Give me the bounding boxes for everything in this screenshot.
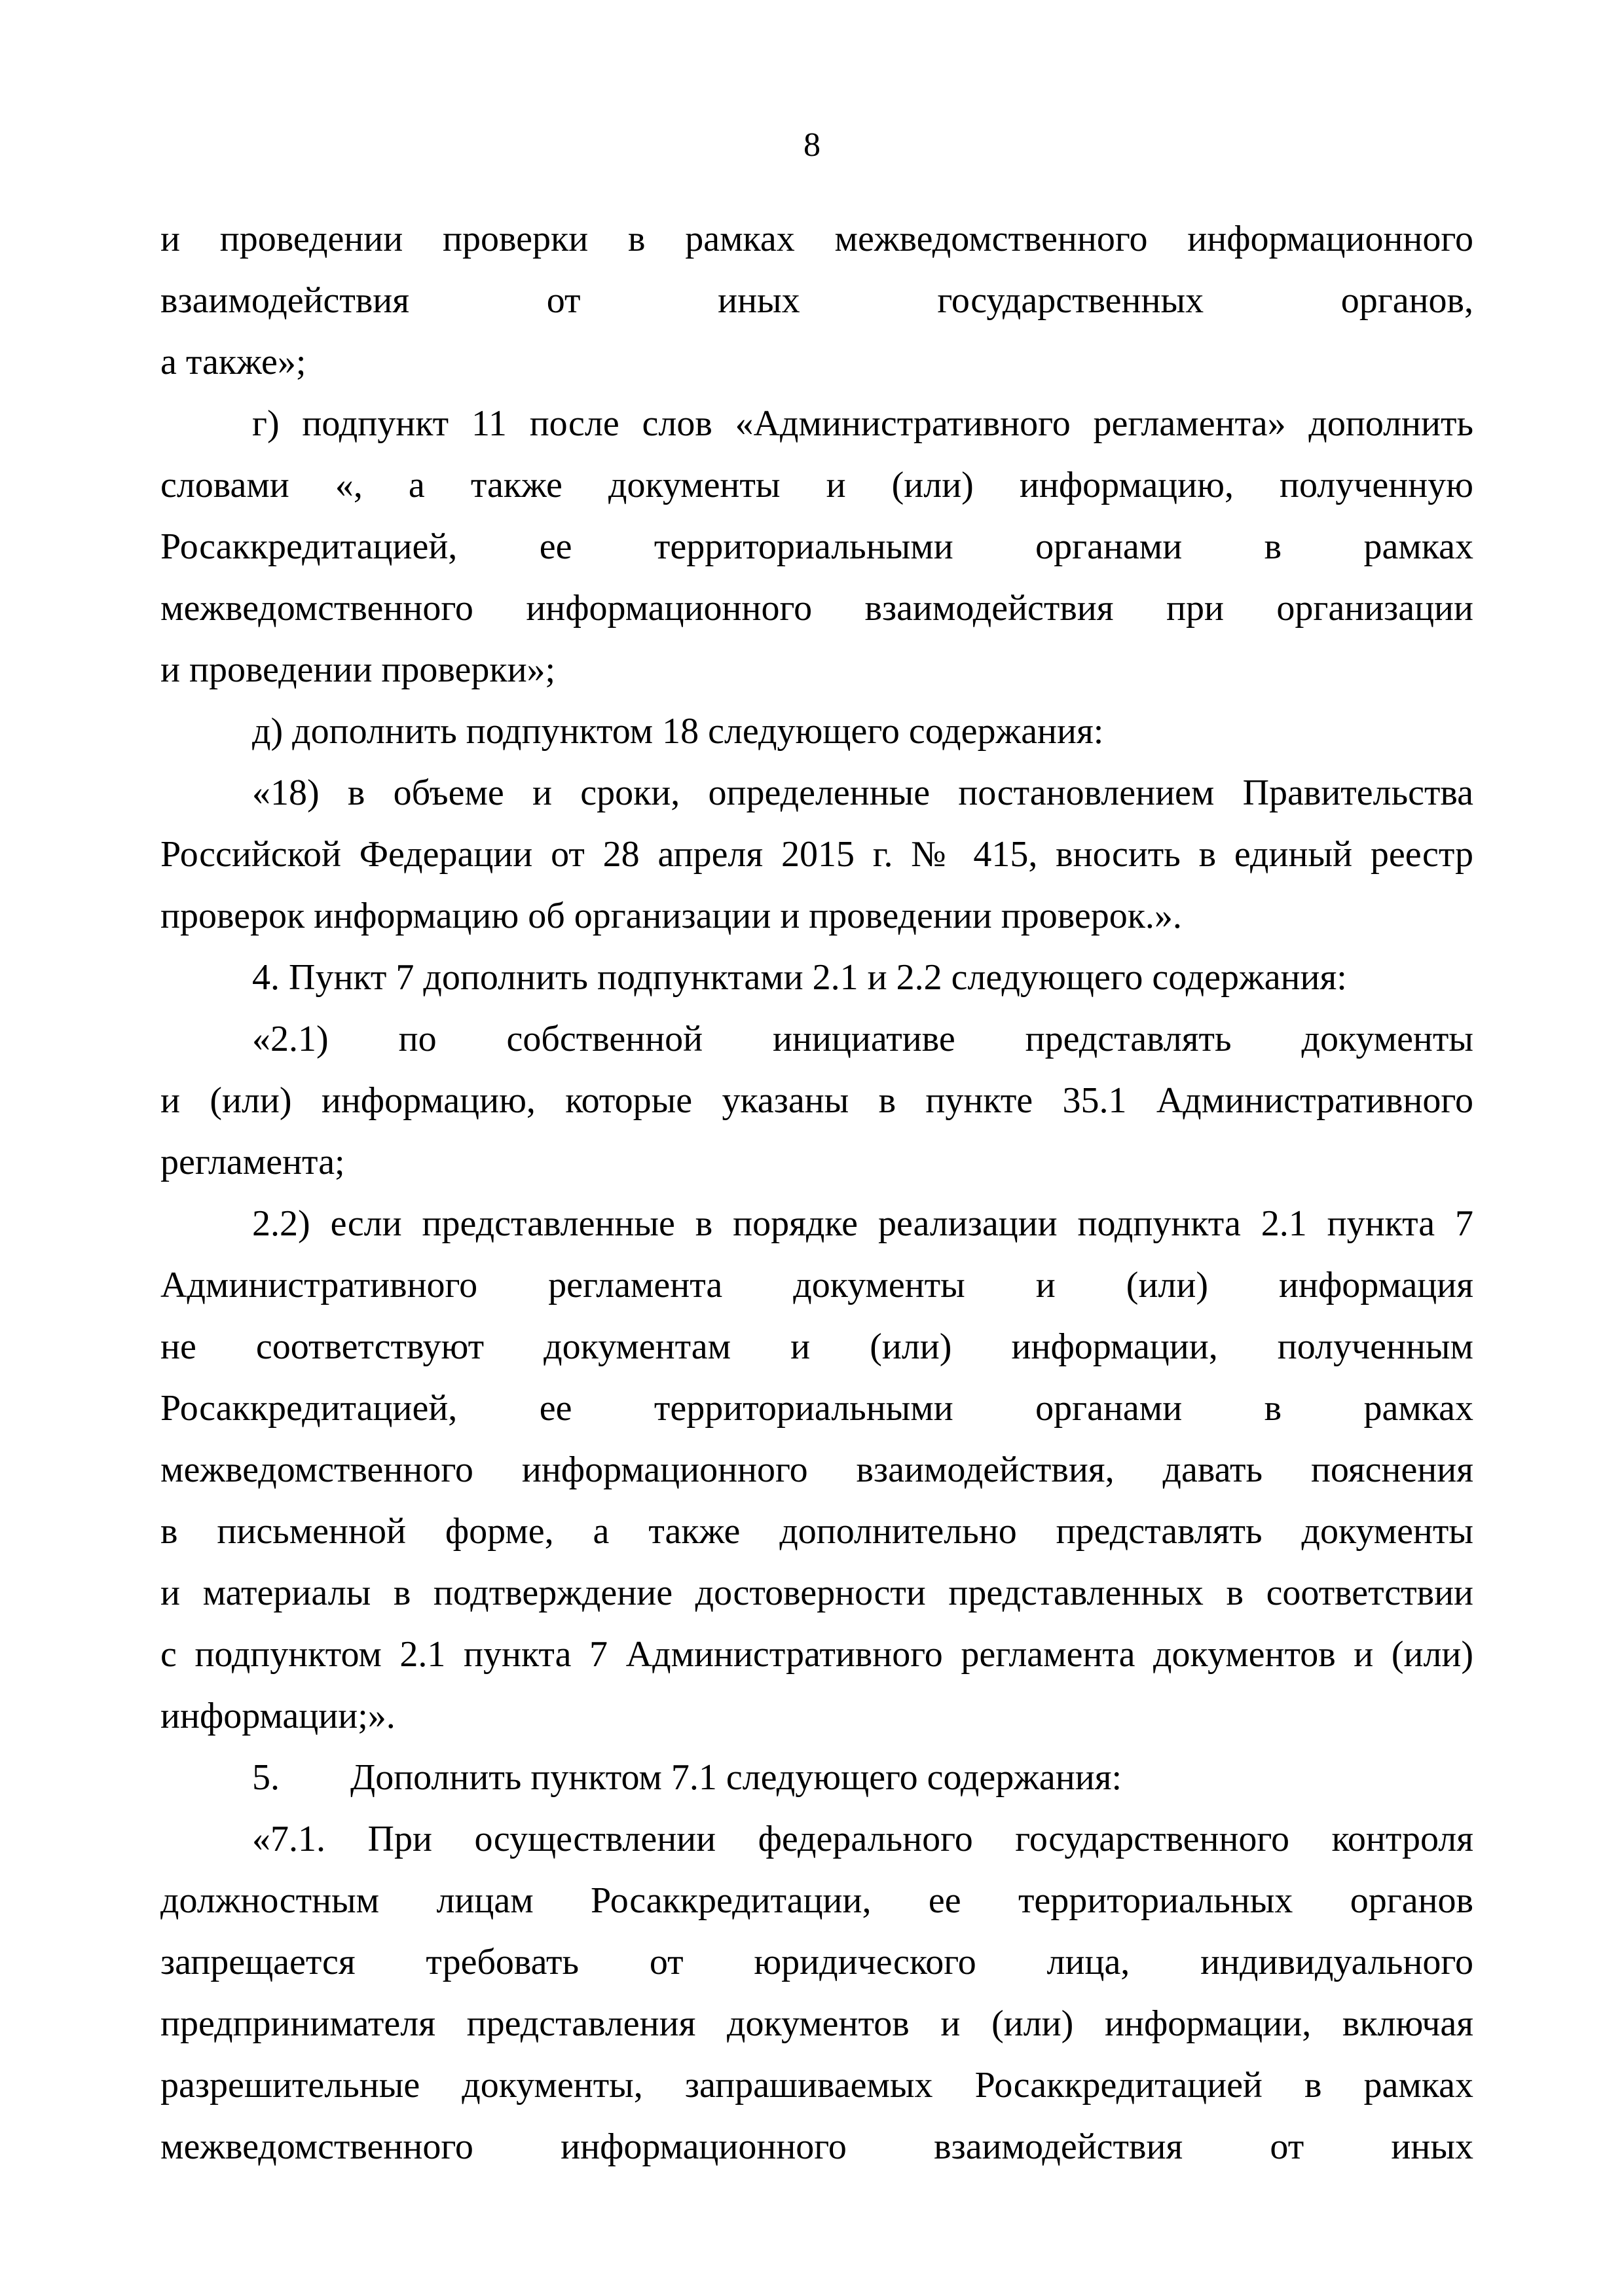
- text-line: «2.1) по собственной инициативе представлять документы: [252, 1019, 1473, 1059]
- item-number: 5.: [252, 1757, 280, 1798]
- paragraph-item-7-1: [160, 1808, 1473, 2178]
- text-line: Административного регламента документы и (или) информация: [160, 1265, 1473, 1305]
- paragraph-subitem-2-2: [160, 1193, 1473, 1747]
- text-line: предпринимателя представления документов и (или) информации, включая: [160, 2003, 1473, 2044]
- document-body: [160, 208, 1473, 2178]
- text-line: и проведении проверки в рамках межведомственного информационного: [160, 219, 1473, 259]
- paragraph-continuation: [160, 208, 1473, 393]
- text-line: 4. Пункт 7 дополнить подпунктами 2.1 и 2.2 следующего содержания:: [252, 957, 1347, 998]
- text-line: с подпунктом 2.1 пункта 7 Административного регламента документов и (или): [160, 1634, 1473, 1675]
- paragraph-subitem-g: [160, 393, 1473, 701]
- paragraph-subitem-18: [160, 762, 1473, 947]
- item-text: Дополнить пунктом 7.1 следующего содержания:: [350, 1757, 1122, 1798]
- text-line: не соответствуют документам и (или) информации, полученным: [160, 1326, 1473, 1367]
- text-line: Российской Федерации от 28 апреля 2015 г. № 415, вносить в единый реестр: [160, 834, 1473, 875]
- text-line: взаимодействия от иных государственных органов,: [160, 280, 1473, 321]
- text-line: 2.2) если представленные в порядке реализации подпункта 2.1 пункта 7: [252, 1203, 1473, 1244]
- paragraph-subitem-d: [160, 701, 1473, 762]
- page-number: 8: [803, 126, 821, 164]
- text-line: «7.1. При осуществлении федерального государственного контроля: [252, 1819, 1473, 1859]
- paragraph-subitem-2-1: [160, 1008, 1473, 1193]
- text-line: запрещается требовать от юридического лица, индивидуального: [160, 1942, 1473, 1982]
- text-line: межведомственного информационного взаимодействия, давать пояснения: [160, 1449, 1473, 1490]
- text-line: д) дополнить подпунктом 18 следующего содержания:: [252, 711, 1104, 752]
- text-line: межведомственного информационного взаимодействия при организации: [160, 588, 1473, 629]
- paragraph-item-4: [160, 947, 1473, 1008]
- text-line: а также»;: [160, 342, 306, 382]
- text-line: межведомственного информационного взаимодействия от иных: [160, 2126, 1473, 2167]
- text-line: словами «, а также документы и (или) информацию, полученную: [160, 465, 1473, 505]
- text-line: проверок информацию об организации и проведении проверок.».: [160, 896, 1182, 936]
- text-line: [160, 1747, 1473, 1808]
- text-line: информации;».: [160, 1696, 396, 1736]
- text-line: разрешительные документы, запрашиваемых Росаккредитацией в рамках: [160, 2065, 1473, 2105]
- text-line: «18) в объеме и сроки, определенные постановлением Правительства: [252, 773, 1473, 813]
- text-line: Росаккредитацией, ее территориальными органами в рамках: [160, 1388, 1473, 1429]
- text-line: должностным лицам Росаккредитации, ее территориальных органов: [160, 1880, 1473, 1921]
- text-line: в письменной форме, а также дополнительно представлять документы: [160, 1511, 1473, 1552]
- text-line: Росаккредитацией, ее территориальными органами в рамках: [160, 526, 1473, 567]
- text-line: г) подпункт 11 после слов «Административного регламента» дополнить: [252, 403, 1473, 444]
- text-line: и проведении проверки»;: [160, 649, 556, 690]
- text-line: регламента;: [160, 1142, 345, 1182]
- text-line: и (или) информацию, которые указаны в пункте 35.1 Административного: [160, 1080, 1473, 1121]
- text-line: и материалы в подтверждение достоверности представленных в соответствии: [160, 1573, 1473, 1613]
- paragraph-item-5: [160, 1747, 1473, 1808]
